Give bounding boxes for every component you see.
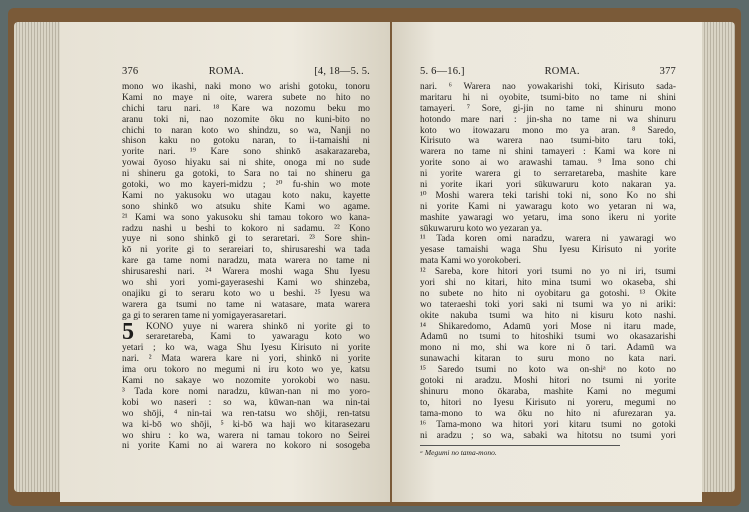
text-line: shirusareshi nari. ²⁴ Warera moshi waga Shu Iyesu — [122, 267, 370, 278]
left-running-head — [122, 66, 370, 77]
right-page — [392, 22, 702, 502]
running-title: ROMA. — [544, 66, 580, 77]
chapter-verse-ref: 5. 6—16.] — [420, 66, 465, 77]
text-line: wo tateraeshi toki yori saki ni tsumi wa yo ni ariki: — [420, 299, 676, 310]
text-line: ¹⁶ Tama-mono wa hitori yori kitaru tsumi no gotoki — [420, 419, 676, 430]
text-line: mono wo ikashi, naki mono wo arishi gotoku, tonoru — [122, 82, 370, 92]
chapter-verse-ref: [4, 18—5. 5. — [314, 66, 370, 77]
text-line: wo shōji, ⁴ nin-tai wa ren-tatsu wo shōji, ren-tatsu — [122, 408, 370, 419]
text-line: Kami no sakaye wo nozomite yorokobi wo nasu. — [122, 376, 370, 387]
text-line: yori shi no kitari, hito mina tsumi wo okaseba, shi — [420, 278, 676, 289]
page-number: 376 — [122, 66, 139, 77]
text-line: tama-mono to wa ōku no hito ni afurezaran ya. — [420, 408, 676, 419]
text-line: ni aradzu ; so wa, sabaki wa hitotsu no tsumi yori — [420, 430, 676, 441]
text-line: ³ Tada kore nomi naradzu, kūwan-nan ni mo yoro- — [122, 386, 370, 397]
text-line: no subete no hito ni oyobitaru ga gotoshi. ¹³ Okite — [420, 288, 676, 299]
text-line: sūkuwaruru koto wo yezaran ya. — [420, 223, 543, 234]
text-line: onajiku gi to seraru koto wo u beshi. ²⁵ Iyesu wa — [122, 288, 370, 299]
text-line: warera no tame ni shini tamayeri : Kami wa kore ni — [420, 147, 676, 158]
text-line: wo shi yori yomi-gayeraseshi Kami wo shinzeba, — [122, 278, 370, 289]
text-line: yetari ; ko wa, waga Shu Iyesu Kirisuto ni yorite — [122, 343, 370, 354]
text-line: ¹² Sareba, kore hitori yori tsumi no yo ni iri, tsumi — [420, 267, 676, 278]
text-line: kare ga tame nomi naradzu, mata warera no tame ni — [122, 256, 370, 267]
text-line: kobi wo naseri : so wa, kūwan-nan wa nin-tai — [122, 397, 370, 408]
text-line: yuye ni sono shinkō gi to seraretari. ²³ Sore shin- — [122, 234, 370, 245]
text-line: shinuru mono ōkaraba, mashite Kami no megumi — [420, 386, 676, 397]
text-line: maritaru hi ni oyobite, tsumi-bito no tame ni shini — [420, 92, 676, 103]
text-line: shison kaku no gotoku naran, to ii-tamaishi ni — [122, 136, 370, 147]
text-line: Kami no maye ni oite, warera subete no hito no — [122, 92, 370, 103]
text-line: ni yorite Kami ni yawaragu koto wo yetaran ni wa, — [420, 201, 676, 212]
text-line: aranu toki ni, nao nozomite ōku no kuni-bito no — [122, 114, 370, 125]
text-line: mono ni mo, shi wa kore ni ō tari. Adamū wa — [420, 343, 676, 354]
text-line: mata Kami wo yorokoberi. — [420, 256, 522, 267]
left-text-block-a — [122, 82, 370, 322]
page-edges-right — [701, 22, 735, 492]
text-line: yorite nari. ¹⁹ Kare sono shinkō asakarazareba, — [122, 147, 370, 158]
text-line: koto wo itowazaru mono mo ya aran. ⁸ Saredo, — [420, 125, 676, 136]
page-edges-left — [14, 22, 62, 492]
text-line: yorite sono ai wo arawashi tamau. ⁹ Ima sono chi — [420, 158, 676, 169]
text-line: okite nakuba tsumi wa hito ni kisuru koto nashi. — [420, 310, 676, 321]
text-line: kō ni yorite gi to serareiari to, shirusareshi wa tada — [122, 245, 370, 256]
text-line: ima oru tokoro no megumi ni iru koto wo ye, katsu — [122, 365, 370, 376]
text-line: ¹⁴ Shikaredomo, Adamū yori Mose ni itaru made, — [420, 321, 676, 332]
text-line: ¹¹ Tada koren omi naradzu, warera ni yawaragi wo — [420, 234, 676, 245]
text-line: ²¹ Kami wa sono yakusoku shi tamau tokoro wo kana- — [122, 212, 370, 223]
text-line: wo shiru : ko wa, warera ni tamau tokoro no Seirei — [122, 430, 370, 441]
text-line: seraretareba, Kami to yawaragu koto wo — [146, 332, 370, 343]
chapter-opening — [122, 318, 370, 345]
text-line: ni yorite warera gi to serraretareba, mashite kare — [420, 169, 676, 180]
left-text-block-b — [122, 343, 370, 452]
text-line: Adamū no tsumi to hitoshiki tsumi wo okasazarishi — [420, 332, 676, 343]
text-line: KONO yuye ni warera shinkō ni yorite gi to — [146, 321, 370, 332]
page-number: 377 — [659, 66, 676, 77]
right-text-block — [420, 82, 676, 441]
text-line: ni yorite Kami no ai warera no kokoro ni sosogeba — [122, 441, 370, 452]
text-line: sunawachi kitaran to suru mono no kata nari. — [420, 354, 676, 365]
left-page — [60, 22, 390, 502]
text-line: nari. ² Mata warera kare ni yori, shinkō ni yorite — [122, 354, 370, 365]
text-line: ni shineru ga gotoki, to Sara no tai no shineru ga — [122, 169, 370, 180]
text-line: nari. ⁶ Warera nao yowakarishi toki, Kirisuto sada- — [420, 82, 676, 92]
text-line: ¹⁰ Moshi warera teki tarishi toki ni, sono Ko no shi — [420, 190, 676, 201]
text-line: warera ga tsumi no tame ni watasare, mata warera — [122, 299, 370, 310]
text-line: hotondo mare nari : jin-sha no tame ni wa shinuru — [420, 114, 676, 125]
text-line: chichi to naran koto wo shindzu, so wa, Nanji no — [122, 125, 370, 136]
text-line: yesase tamaishi waga Shu Iyesu Kirisuto ni yorite — [420, 245, 676, 256]
text-line: yowai ōyoso hiyaku sai ni shite, onoga mi no sude — [122, 158, 370, 169]
text-line: ¹⁵ Saredo tsumi no koto wa on-shiᵃ no koto no — [420, 365, 676, 376]
right-running-head — [420, 66, 676, 77]
text-line: gotoki ni aradzu. Moshi hitori no tsumi ni yorite — [420, 376, 676, 387]
text-line: radzu nashi u beshi to kokoro ni sadamu. ²² Kono — [122, 223, 370, 234]
text-line: tamayeri. ⁷ Sore, gi-jin no tame ni shinuru mono — [420, 103, 676, 114]
running-title: ROMA. — [208, 66, 244, 77]
text-line: ni yorite ikari yori sūkuwaruru koto nakaran ya. — [420, 180, 676, 191]
footnote-rule — [420, 445, 620, 446]
text-line: to, hitori no Iyesu Kirisuto ni yoreru, megumi no — [420, 397, 676, 408]
text-line: Kami no yakusoku wo utagau koto naku, kayette — [122, 190, 370, 201]
text-line: mashite yawaragi wo yetaru, ima sono ikeru ni yorite — [420, 212, 676, 223]
footnote: ᵃ Megumi no tama-mono. — [420, 448, 497, 458]
text-line: sono shinkō wo atsuku shite Kami wo agame. — [122, 201, 370, 212]
text-line: Kirisuto wa warera nao tsumi-bito taru toki, — [420, 136, 676, 147]
text-line: chichi taru nari. ¹⁸ Kare wa nozomu beku mo — [122, 103, 370, 114]
chapter-number: 5 — [122, 318, 134, 345]
text-line: gotoki, wo mo kayeri-midzu ; ²⁰ fu-shin wo mote — [122, 180, 370, 191]
text-line: wa ki-bō wo shōji, ⁵ ki-bō wa haji wo kitarasezaru — [122, 419, 370, 430]
text-line: ga gi to seraren tame ni yomigayerasaretari. — [122, 310, 287, 321]
